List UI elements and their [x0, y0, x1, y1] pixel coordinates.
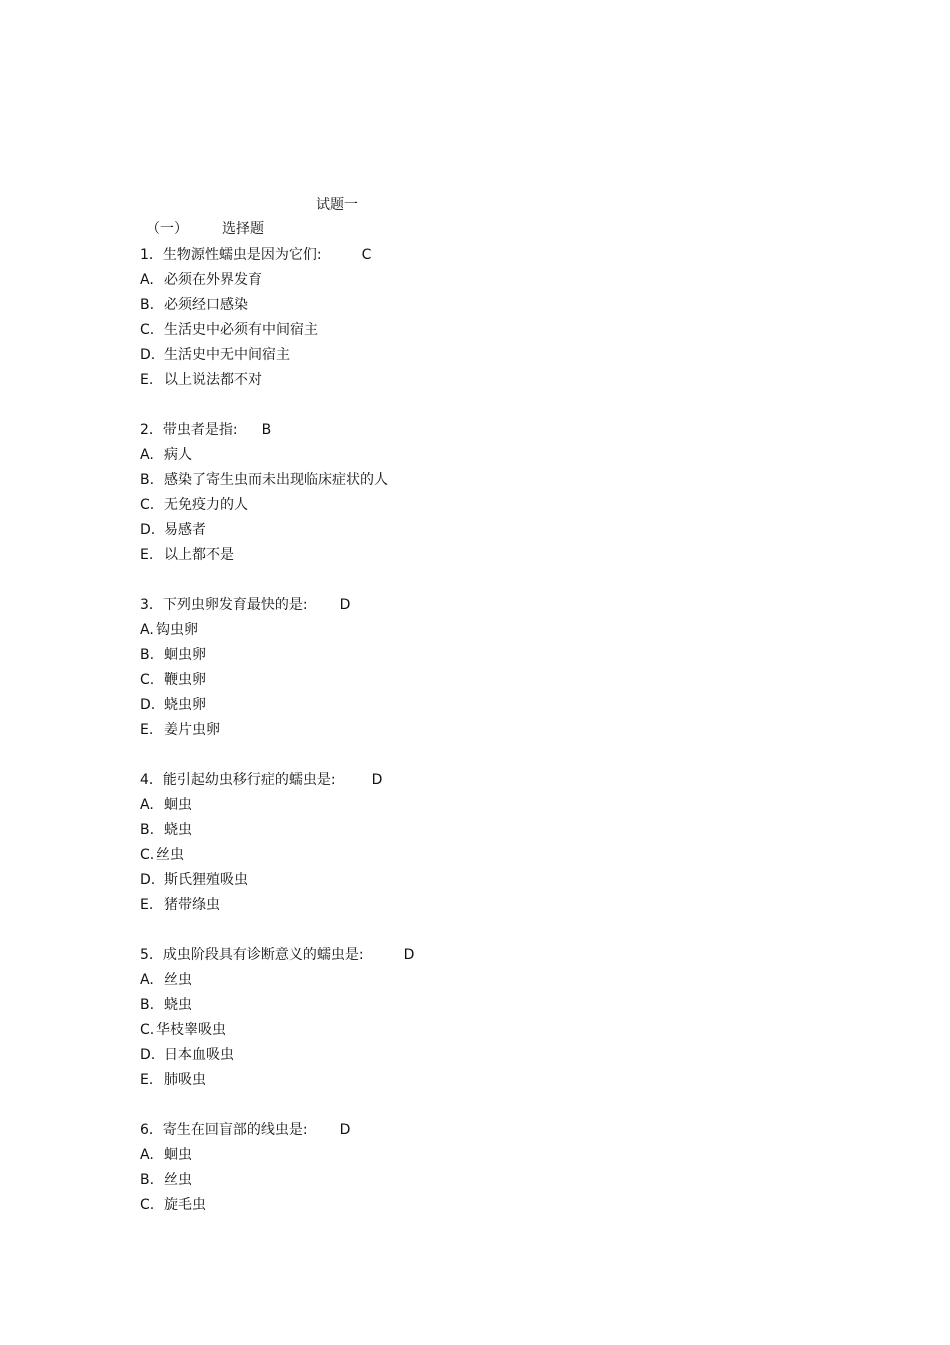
option-letter: E. [140, 1072, 154, 1088]
option-text: 丝虫 [164, 972, 192, 988]
option-item [140, 993, 414, 1018]
option-letter: D. [140, 872, 156, 888]
option-text: 以上都不是 [164, 547, 234, 563]
option-text: 日本血吸虫 [164, 1047, 234, 1063]
exam-title: 试题一 [316, 197, 358, 213]
option-text: 斯氏狸殖吸虫 [164, 872, 248, 888]
question-stem [140, 593, 350, 618]
option-item [140, 343, 371, 368]
option-text: 丝虫 [156, 847, 184, 863]
option-item [140, 268, 371, 293]
option-item [140, 543, 388, 568]
option-letter: B. [140, 472, 155, 488]
answer-key: D [403, 947, 415, 963]
question-text: 下列虫卵发育最快的是: [162, 597, 308, 613]
option-letter: B. [140, 297, 155, 313]
option-letter: D. [140, 522, 156, 538]
option-item [140, 693, 350, 718]
answer-key: D [339, 1122, 351, 1138]
question-number: 4． [140, 772, 163, 788]
option-item [140, 818, 382, 843]
option-letter: B. [140, 1172, 155, 1188]
option-item [140, 468, 388, 493]
option-text: 病人 [164, 447, 192, 463]
option-text: 必须经口感染 [164, 297, 248, 313]
question-text: 寄生在回盲部的线虫是: [162, 1122, 308, 1138]
option-text: 必须在外界发育 [164, 272, 262, 288]
option-letter: B. [140, 822, 155, 838]
option-text: 蛲虫卵 [164, 697, 206, 713]
question-block [140, 243, 371, 393]
answer-key: C [361, 247, 372, 263]
option-item [140, 793, 382, 818]
question-stem [140, 1118, 350, 1143]
option-item [140, 1018, 414, 1043]
option-item [140, 718, 350, 743]
question-number: 5． [140, 947, 163, 963]
option-text: 旋毛虫 [164, 1197, 206, 1213]
option-text: 猪带绦虫 [164, 897, 220, 913]
question-number: 2． [140, 422, 163, 438]
option-item [140, 293, 371, 318]
option-text: 姜片虫卵 [164, 722, 220, 738]
option-item [140, 1043, 414, 1068]
section-title: 选择题 [222, 221, 264, 237]
option-text: 蛔虫卵 [164, 647, 206, 663]
option-letter: D. [140, 697, 156, 713]
option-letter: D. [140, 347, 156, 363]
option-text: 生活史中必须有中间宿主 [164, 322, 318, 338]
option-text: 华枝睾吸虫 [156, 1022, 226, 1038]
section-heading [146, 218, 264, 238]
option-text: 以上说法都不对 [164, 372, 262, 388]
option-text: 丝虫 [164, 1172, 192, 1188]
question-number: 1． [140, 247, 163, 263]
option-text: 蛲虫 [164, 997, 192, 1013]
option-letter: B. [140, 647, 155, 663]
option-item [140, 868, 382, 893]
option-letter: E. [140, 372, 154, 388]
option-text: 无免疫力的人 [164, 497, 248, 513]
option-item [140, 968, 414, 993]
option-text: 蛔虫 [164, 797, 192, 813]
option-item [140, 1143, 350, 1168]
question-number: 3． [140, 597, 163, 613]
question-block [140, 943, 414, 1093]
option-letter: B. [140, 997, 155, 1013]
option-letter: C. [140, 672, 155, 688]
option-letter: A. [140, 447, 154, 463]
option-letter: A. [140, 622, 154, 638]
question-stem [140, 768, 382, 793]
answer-key: D [371, 772, 383, 788]
question-block [140, 418, 388, 568]
question-number: 6． [140, 1122, 163, 1138]
option-letter: E. [140, 547, 154, 563]
question-stem [140, 418, 388, 443]
option-letter: E. [140, 722, 154, 738]
option-text: 蛲虫 [164, 822, 192, 838]
option-item [140, 668, 350, 693]
option-item [140, 318, 371, 343]
option-letter: A. [140, 972, 154, 988]
option-text: 肺吸虫 [164, 1072, 206, 1088]
option-letter: D. [140, 1047, 156, 1063]
option-letter: A. [140, 272, 154, 288]
question-block [140, 593, 350, 743]
question-stem [140, 243, 371, 268]
option-text: 易感者 [164, 522, 206, 538]
option-item [140, 443, 388, 468]
option-item [140, 1168, 350, 1193]
answer-key: D [339, 597, 351, 613]
option-text: 鞭虫卵 [164, 672, 206, 688]
option-letter: A. [140, 797, 154, 813]
question-block [140, 1118, 350, 1218]
option-item [140, 1068, 414, 1093]
option-item [140, 518, 388, 543]
option-item [140, 368, 371, 393]
option-text: 感染了寄生虫而未出现临床症状的人 [164, 472, 388, 488]
section-number: （一） [146, 221, 188, 237]
option-item [140, 493, 388, 518]
option-item [140, 1193, 350, 1218]
option-item [140, 618, 350, 643]
option-item [140, 643, 350, 668]
option-item [140, 893, 382, 918]
option-letter: A. [140, 1147, 154, 1163]
option-letter: C. [140, 1022, 155, 1038]
option-text: 生活史中无中间宿主 [164, 347, 290, 363]
option-letter: C. [140, 847, 155, 863]
option-text: 蛔虫 [164, 1147, 192, 1163]
question-text: 成虫阶段具有诊断意义的蠕虫是: [162, 947, 364, 963]
answer-key: B [261, 422, 272, 438]
option-text: 钩虫卵 [156, 622, 198, 638]
option-letter: C. [140, 497, 155, 513]
question-stem [140, 943, 414, 968]
question-text: 生物源性蠕虫是因为它们: [162, 247, 322, 263]
option-letter: C. [140, 322, 155, 338]
option-letter: E. [140, 897, 154, 913]
question-text: 能引起幼虫移行症的蠕虫是: [162, 772, 336, 788]
option-letter: C. [140, 1197, 155, 1213]
question-text: 带虫者是指: [162, 422, 238, 438]
option-item [140, 843, 382, 868]
question-block [140, 768, 382, 918]
